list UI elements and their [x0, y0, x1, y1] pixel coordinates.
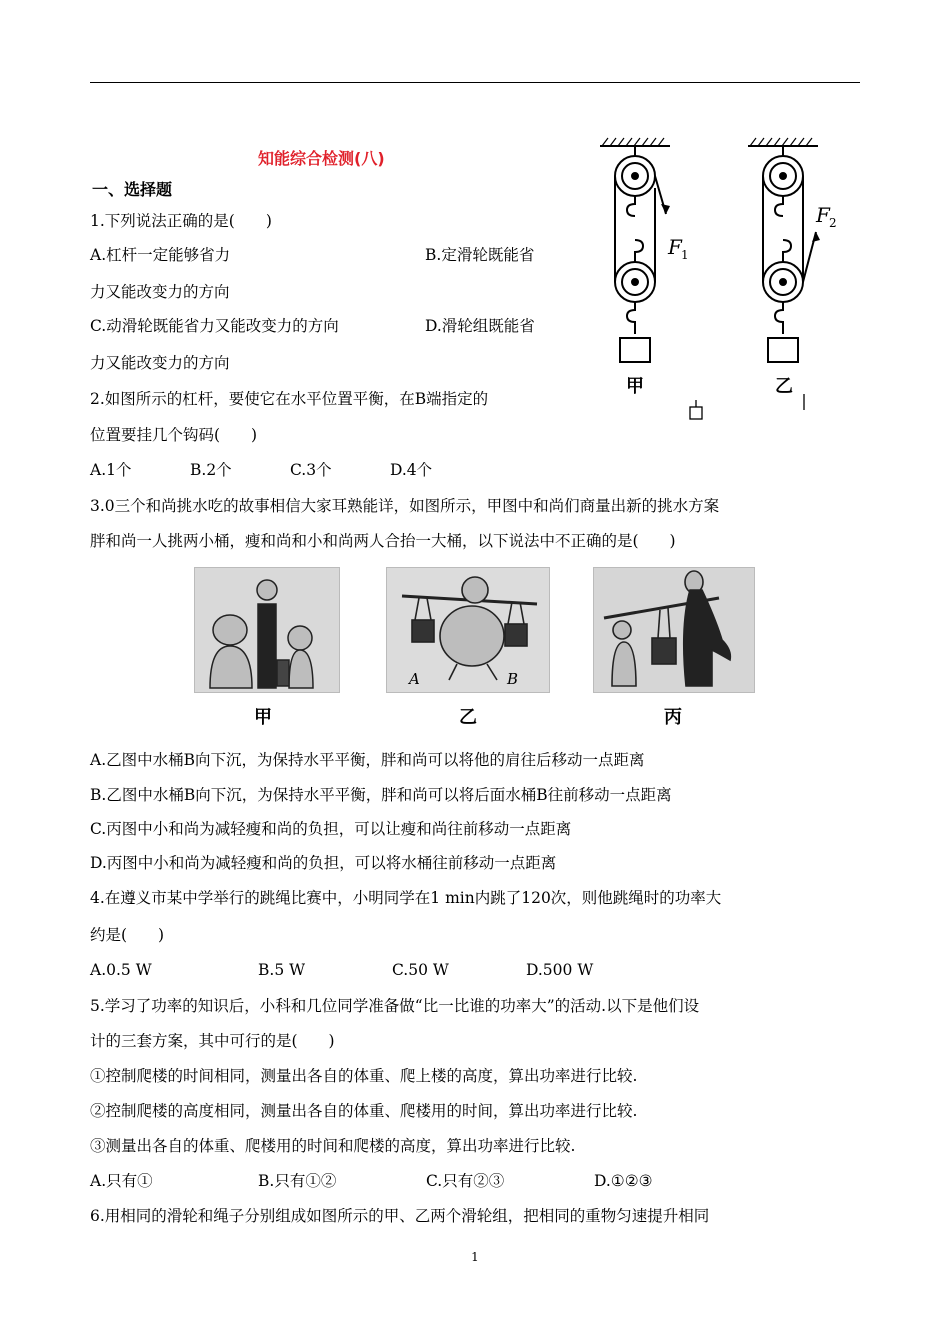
- q3-option-d: D.丙图中小和尚为减轻瘦和尚的负担，可以将水桶往前移动一点距离: [90, 854, 557, 872]
- q1-option-b: B.定滑轮既能省: [425, 246, 535, 264]
- q4-option-b: B.5 W: [258, 961, 306, 979]
- f1-subscript: 1: [681, 248, 689, 262]
- q2-option-b: B.2个: [190, 461, 232, 479]
- q2-option-a: A.1个: [90, 461, 132, 479]
- q5-plan-1: ①控制爬楼的时间相同，测量出各自的体重、爬上楼的高度，算出功率进行比较.: [90, 1067, 638, 1085]
- pulley-caption-yi: 乙: [775, 376, 793, 397]
- q1-option-b-cont: 力又能改变力的方向: [90, 283, 230, 301]
- monks-caption-bing: 丙: [664, 707, 682, 728]
- q6-stem-line1: 6.用相同的滑轮和绳子分别组成如图所示的甲、乙两个滑轮组，把相同的重物匀速提升相同: [90, 1207, 710, 1225]
- q4-stem-line2: 约是( ): [90, 926, 165, 944]
- bucket-label-b: B: [507, 670, 519, 688]
- q3-option-b: B.乙图中水桶B向下沉，为保持水平平衡，胖和尚可以将后面水桶B往前移动一点距离: [90, 786, 672, 804]
- q2-option-d: D.4个: [390, 461, 433, 479]
- q1-option-c: C.动滑轮既能省力又能改变力的方向: [90, 317, 339, 335]
- monks-caption-jia: 甲: [254, 707, 272, 728]
- q3-stem-line1: 3.0三个和尚挑水吃的故事相信大家耳熟能详，如图所示，甲图中和尚们商量出新的挑水方案: [90, 497, 720, 515]
- monks-panel-jia: [194, 567, 340, 693]
- page-number: 1: [471, 1250, 479, 1264]
- q1-option-d: D.滑轮组既能省: [425, 317, 535, 335]
- q1-option-d-cont: 力又能改变力的方向: [90, 354, 230, 372]
- q5-plan-3: ③测量出各自的体重、爬楼用的时间和爬楼的高度，算出功率进行比较.: [90, 1137, 576, 1155]
- q5-plan-2: ②控制爬楼的高度相同，测量出各自的体重、爬楼用的时间，算出功率进行比较.: [90, 1102, 638, 1120]
- q2-option-c: C.3个: [290, 461, 332, 479]
- monks-panel-yi: [386, 567, 550, 693]
- f2-subscript: 2: [829, 216, 837, 230]
- q1-option-a: A.杠杆一定能够省力: [90, 246, 231, 264]
- header-rule: [90, 82, 860, 83]
- q4-stem-line1: 4.在遵义市某中学举行的跳绳比赛中，小明同学在1 min内跳了120次，则他跳绳时的功率大: [90, 889, 722, 907]
- q1-stem: 1.下列说法正确的是( ): [90, 212, 272, 230]
- q3-option-c: C.丙图中小和尚为减轻瘦和尚的负担，可以让瘦和尚往前移动一点距离: [90, 820, 572, 838]
- q4-option-c: C.50 W: [392, 961, 449, 979]
- bucket-label-a: A: [409, 670, 420, 688]
- monks-panel-bing: [593, 567, 755, 693]
- q4-option-a: A.0.5 W: [90, 961, 152, 979]
- pulley-caption-jia: 甲: [626, 376, 644, 397]
- q5-stem-line2: 计的三套方案，其中可行的是( ): [90, 1032, 335, 1050]
- q5-option-c: C.只有②③: [426, 1172, 505, 1190]
- section-heading: 一、选择题: [92, 180, 173, 199]
- q5-option-a: A.只有①: [90, 1172, 153, 1190]
- q5-option-b: B.只有①②: [258, 1172, 337, 1190]
- q5-option-d: D.①②③: [594, 1172, 653, 1190]
- f2-label: F: [816, 203, 830, 227]
- q3-option-a: A.乙图中水桶B向下沉，为保持水平平衡，胖和尚可以将他的肩往后移动一点距离: [90, 751, 645, 769]
- q2-stem-line2: 位置要挂几个钩码( ): [90, 426, 258, 444]
- q5-stem-line1: 5.学习了功率的知识后，小科和几位同学准备做“比一比谁的功率大”的活动.以下是他们设: [90, 997, 700, 1015]
- pulley-figure: [592, 132, 862, 432]
- q3-stem-line2: 胖和尚一人挑两小桶，瘦和尚和小和尚两人合抬一大桶，以下说法中不正确的是( ): [90, 532, 676, 550]
- f1-label: F: [668, 235, 682, 259]
- page-title: 知能综合检测(八): [258, 149, 385, 168]
- monks-caption-yi: 乙: [459, 707, 477, 728]
- q2-stem-line1: 2.如图所示的杠杆，要使它在水平位置平衡，在B端指定的: [90, 390, 489, 408]
- q4-option-d: D.500 W: [526, 961, 594, 979]
